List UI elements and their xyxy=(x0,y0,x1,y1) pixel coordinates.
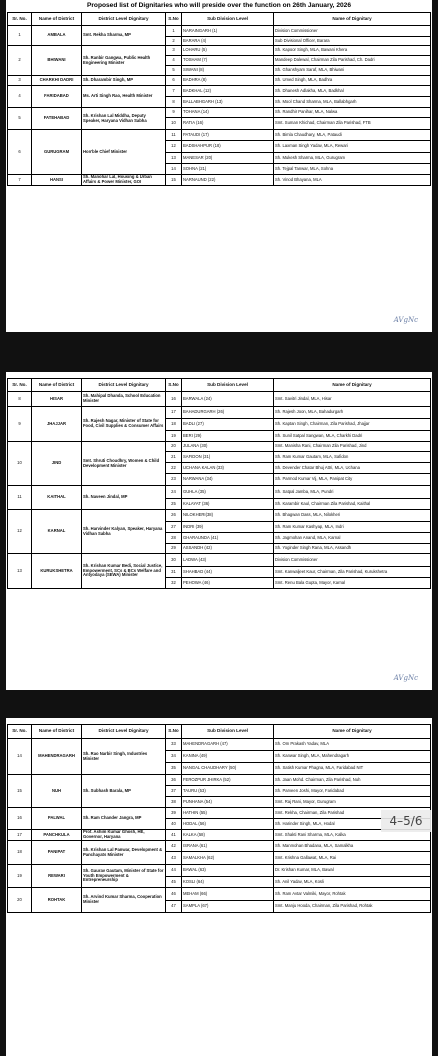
sr-number: 6 xyxy=(8,130,32,175)
sub-division: INDRI (39) xyxy=(182,522,274,533)
table-row xyxy=(8,739,431,751)
sr-number: 7 xyxy=(8,175,32,186)
serial-number: 5 xyxy=(166,66,182,76)
table-row xyxy=(8,86,431,97)
sub-division: PUNHANA (54) xyxy=(182,797,274,808)
district-name: GURUGRAM xyxy=(32,130,82,175)
sub-division: KALKA (58) xyxy=(182,830,274,841)
dignitary-name: Sh. Yoginder Singh Rana, MLA, Assandh xyxy=(274,544,431,554)
sub-division: PATAUDI (17) xyxy=(182,130,274,141)
document-page-3 xyxy=(6,718,432,1056)
sub-division: BADKHAL (12) xyxy=(182,86,274,97)
dignitary-name: Smt. Kanwaljeet Kaur, Chairman, Zila Parishad, Kurukshetra xyxy=(274,567,431,578)
column-header-sr-no: Sr. No. xyxy=(8,13,32,26)
serial-number: 15 xyxy=(166,175,182,186)
serial-number: 16 xyxy=(166,392,182,407)
serial-number: 28 xyxy=(166,533,182,544)
dignitary-name: Sh. Karambir Kaul, Chairman Zila Parishad, Kaithal xyxy=(274,499,431,510)
column-header-sr-no: Sr. No. xyxy=(8,725,32,739)
column-header-dignitary: Name of Dignitary xyxy=(274,379,431,392)
dignitary-name: Smt. Savitri Jindal, MLA, Hisar xyxy=(274,392,431,407)
column-header-dignitary: Name of Dignitary xyxy=(274,725,431,739)
serial-number: 40 xyxy=(166,819,182,830)
district-dignitary: Sh. Rao Narbir Singh, Industries Minister xyxy=(82,739,166,775)
dignitary-name: Sh. Jaan Mohd. Chairman, Zila Parishad, Nuh xyxy=(274,775,431,786)
serial-number: 26 xyxy=(166,510,182,522)
district-name: PANIPAT xyxy=(32,841,82,865)
dignitary-name: Smt. Shakti Rani Sharma, MLA, Kalka xyxy=(274,830,431,841)
serial-number: 45 xyxy=(166,877,182,888)
dignitary-name: Sh. Satish Kumar Phagna, MLA, Faridabad NIT xyxy=(274,763,431,775)
sub-division: TOHANA (14) xyxy=(182,108,274,118)
dignitary-name: Sh. Vinod Bhayana, MLA xyxy=(274,175,431,186)
serial-number: 43 xyxy=(166,852,182,865)
sr-number: 17 xyxy=(8,830,32,841)
serial-number: 39 xyxy=(166,808,182,819)
dignitaries-table xyxy=(7,12,431,186)
serial-number: 29 xyxy=(166,544,182,554)
sub-division: JULANA (30) xyxy=(182,442,274,452)
district-dignitary: Prof. Ashim Kumar Ghosh, HE, Governor, Haryana xyxy=(82,830,166,841)
serial-number: 10 xyxy=(166,118,182,130)
district-dignitary: Sh. Rajesh Nagar, Minister of State for Food, Civil Supplies & Consumer Affairs xyxy=(82,407,166,442)
serial-number: 42 xyxy=(166,841,182,852)
document-page-1 xyxy=(6,0,432,332)
sub-division: NARNAUND (22) xyxy=(182,175,274,186)
district-name: HISAR xyxy=(32,392,82,407)
sub-division: FEROZPUR JHIRKA (52) xyxy=(182,775,274,786)
district-name: PALWAL xyxy=(32,808,82,830)
sub-division: SAFIDON (31) xyxy=(182,452,274,463)
serial-number: 20 xyxy=(166,442,182,452)
serial-number: 44 xyxy=(166,865,182,877)
sub-division: BARWALA (24) xyxy=(182,392,274,407)
sr-number: 20 xyxy=(8,888,32,913)
dignitary-name: Sub Divisional Officer, Barara xyxy=(274,37,431,46)
column-header-district: Name of District xyxy=(32,379,82,392)
column-header-sub-division: Sub Division Level xyxy=(182,379,274,392)
sub-division: TOSHAM (7) xyxy=(182,56,274,66)
district-dignitary: Hon'ble Chief Minister xyxy=(82,130,166,175)
dignitary-name: Sh. Dhanesh Adlakha, MLA, Badkhal xyxy=(274,86,431,97)
table-header-row xyxy=(8,725,431,739)
column-header-s-no: S.No xyxy=(166,379,182,392)
serial-number: 8 xyxy=(166,97,182,108)
district-dignitary: Sh. Naveen Jindal, MP xyxy=(82,486,166,510)
district-name: FARIDABAD xyxy=(32,86,82,108)
sub-division: BARARA (4) xyxy=(182,37,274,46)
sub-division: SOHNA (21) xyxy=(182,164,274,175)
sub-division: NARAINGARH (1) xyxy=(182,26,274,37)
column-header-sub-division: Sub Division Level xyxy=(182,13,274,26)
dignitary-name: Sh. Ghanshyam Saraf, MLA, Bhiwani xyxy=(274,66,431,76)
table-row xyxy=(8,486,431,499)
sub-division: MAHENDRAGARH (47) xyxy=(182,739,274,751)
district-dignitary: Sh. Arvind Kumar Sharma, Cooperation Minister xyxy=(82,888,166,913)
serial-number: 34 xyxy=(166,751,182,763)
sr-number: 11 xyxy=(8,486,32,510)
column-header-district: Name of District xyxy=(32,13,82,26)
dignitary-name: Sh. Sunil Satpal Sangwan, MLA, Charkhi Dadri xyxy=(274,431,431,442)
table-row xyxy=(8,888,431,901)
dignitary-name: Sh. Mukesh Sharma, MLA, Gurugram xyxy=(274,153,431,164)
dignitary-name: Sh. Anil Yadav, MLA, Kosli xyxy=(274,877,431,888)
district-name: JIND xyxy=(32,442,82,486)
district-dignitary: Smt. Shruti Choudhry, Women & Child Development Minister xyxy=(82,442,166,486)
sr-number: 1 xyxy=(8,26,32,46)
district-name: PANCHKULA xyxy=(32,830,82,841)
sub-division: HODAL (56) xyxy=(182,819,274,830)
sub-division: MEHAM (66) xyxy=(182,888,274,901)
district-name: CHARKHI DADRI xyxy=(32,76,82,86)
dignitary-name: Sh. Randhir Panihar, MLA, Nalwa xyxy=(274,108,431,118)
serial-number: 36 xyxy=(166,775,182,786)
dignitary-name: Sh. Ram Kumar Kashyap, MLA, Indri xyxy=(274,522,431,533)
column-header-district-dignitary: District Level Dignitary xyxy=(82,379,166,392)
district-name: FATEHABAD xyxy=(32,108,82,130)
district-name: KAITHAL xyxy=(32,486,82,510)
document-page-2 xyxy=(6,372,432,690)
dignitary-name: Sh. Parmod Kumar Vij, MLA, Panipat City xyxy=(274,474,431,486)
dignitary-name: Sh. Kapoor Singh, MLA, Bawani Khera xyxy=(274,46,431,56)
serial-number: 6 xyxy=(166,76,182,86)
sub-division: SAMALKHA (62) xyxy=(182,852,274,865)
dignitary-name: Smt. Suman Khichad, Chairman Zila Parishad, FTB xyxy=(274,118,431,130)
table-row xyxy=(8,442,431,452)
district-dignitary: Sh. Krishan Lal Panwar, Development & Panchayats Minister xyxy=(82,841,166,865)
dignitary-name: Division Commissioner xyxy=(274,26,431,37)
dignitary-name: Sh. Om Prakash Yadav, MLA xyxy=(274,739,431,751)
serial-number: 3 xyxy=(166,46,182,56)
table-header-row xyxy=(8,13,431,26)
district-dignitary: Sh. Subhash Barala, MP xyxy=(82,775,166,808)
district-name: REWARI xyxy=(32,865,82,888)
serial-number: 37 xyxy=(166,786,182,797)
dignitary-name: Division Commissioner xyxy=(274,554,431,567)
dignitary-name: Smt. Rekha, Chairman, Zila Parishad xyxy=(274,808,431,819)
district-dignitary: Smt. Rekha Sharma, MP xyxy=(82,26,166,46)
dignitary-name: Sh. Parveen Joshi, Mayor, Faridabad xyxy=(274,786,431,797)
sub-division: RATIA (16) xyxy=(182,118,274,130)
serial-number: 33 xyxy=(166,739,182,751)
table-header-row xyxy=(8,379,431,392)
dignitary-name: Sh. Kanwar Singh, MLA, Mahendragarh xyxy=(274,751,431,763)
sub-division: BADLI (27) xyxy=(182,419,274,431)
serial-number: 24 xyxy=(166,486,182,499)
dignitary-name: Sh. Jagmohan Anand, MLA, Karnal xyxy=(274,533,431,544)
sr-number: 14 xyxy=(8,739,32,775)
table-row xyxy=(8,76,431,86)
serial-number: 14 xyxy=(166,164,182,175)
dignitary-name: Sh. Bimla Chaudhary, MLA, Pataudi xyxy=(274,130,431,141)
serial-number: 31 xyxy=(166,567,182,578)
table-row xyxy=(8,830,431,841)
serial-number: 32 xyxy=(166,578,182,589)
sr-number: 4 xyxy=(8,86,32,108)
dignitary-name: Smt. Manju Hooda, Chairman, Zila Parishad, Rohtak xyxy=(274,901,431,913)
dignitary-name: Sh. Rajesh Joon, MLA, Bahadurgarh xyxy=(274,407,431,419)
serial-number: 17 xyxy=(166,407,182,419)
column-header-sub-division: Sub Division Level xyxy=(182,725,274,739)
sub-division: SAMPLA (67) xyxy=(182,901,274,913)
dignitary-name: Dr. Krishan Kumar, MLA, Bawal xyxy=(274,865,431,877)
sub-division: SHAHBAD (44) xyxy=(182,567,274,578)
dignitary-name: Sh. Ram Kumar Gautam, MLA, Safidon xyxy=(274,452,431,463)
sr-number: 2 xyxy=(8,46,32,76)
serial-number: 13 xyxy=(166,153,182,164)
serial-number: 11 xyxy=(166,130,182,141)
serial-number: 23 xyxy=(166,474,182,486)
table-row xyxy=(8,554,431,567)
signature: AVgNc xyxy=(393,674,418,682)
document-title: Proposed list of Dignitaries who will preside over the function on 26th January, 2026 xyxy=(86,2,352,9)
dignitary-name: Sh. Kaptan Singh, Chairman, Zila Parishad, Jhajjar xyxy=(274,419,431,431)
dignitary-name: Smt. Manisha Rani, Chairman Zila Parishad, Jind xyxy=(274,442,431,452)
signature: AVgNc xyxy=(393,316,418,324)
sub-division: ASSANDH (42) xyxy=(182,544,274,554)
serial-number: 35 xyxy=(166,763,182,775)
table-row xyxy=(8,108,431,118)
sub-division: KANINA (49) xyxy=(182,751,274,763)
dignitaries-table xyxy=(7,724,431,913)
sub-division: BAWAL (63) xyxy=(182,865,274,877)
table-row xyxy=(8,841,431,852)
column-header-sr-no: Sr. No. xyxy=(8,379,32,392)
table-row xyxy=(8,130,431,141)
column-header-s-no: S.No xyxy=(166,725,182,739)
serial-number: 30 xyxy=(166,554,182,567)
dignitary-name: Sh. Umed Singh, MLA, Badhra xyxy=(274,76,431,86)
dignitary-name: Smt. Raj Rani, Mayor, Gurugram xyxy=(274,797,431,808)
column-header-district: Name of District xyxy=(32,725,82,739)
dignitary-name: Sh. Bhagwan Dass, MLA, Nilokheri xyxy=(274,510,431,522)
district-name: HANSI xyxy=(32,175,82,186)
column-header-district-dignitary: District Level Dignitary xyxy=(82,13,166,26)
sr-number: 16 xyxy=(8,808,32,830)
sub-division: KALAYAT (36) xyxy=(182,499,274,510)
district-name: KARNAL xyxy=(32,510,82,554)
district-dignitary: Sh. Manohar Lal, Housing & Urban Affairs & Power Minister, GOI xyxy=(82,175,166,186)
dignitary-name: Sh. Laxman Singh Yadav, MLA, Rewari xyxy=(274,141,431,153)
page-indicator: 4–5/6 xyxy=(381,810,431,832)
dignitaries-table xyxy=(7,378,431,589)
dignitary-name: Sh. Harinder Singh, MLA, Hodal xyxy=(274,819,431,830)
table-row xyxy=(8,510,431,522)
sub-division: GHARAUNDA (41) xyxy=(182,533,274,544)
district-name: KURUKSHETRA xyxy=(32,554,82,589)
sub-division: NILOKHERI(38) xyxy=(182,510,274,522)
sub-division: TAURU (53) xyxy=(182,786,274,797)
sub-division: NARWANA (34) xyxy=(182,474,274,486)
district-dignitary: Ms. Arti Singh Rao, Health Minister xyxy=(82,86,166,108)
dignitary-name: Smt. Krishna Gallawat, MLA, Rai xyxy=(274,852,431,865)
table-row xyxy=(8,26,431,37)
serial-number: 46 xyxy=(166,888,182,901)
district-name: AMBALA xyxy=(32,26,82,46)
dignitary-name: Sh. Manmohan Bhadana, MLA, Samalkha xyxy=(274,841,431,852)
serial-number: 41 xyxy=(166,830,182,841)
district-name: BHIWANI xyxy=(32,46,82,76)
dignitary-name: Sh. Mool Chand Sharma, MLA, Ballabhgarh xyxy=(274,97,431,108)
serial-number: 38 xyxy=(166,797,182,808)
serial-number: 2 xyxy=(166,37,182,46)
serial-number: 18 xyxy=(166,419,182,431)
sub-division: KOSLI (64) xyxy=(182,877,274,888)
dignitary-name: Sh. Devender Chatar Bhuj Attri, MLA, Uchana xyxy=(274,463,431,474)
column-header-district-dignitary: District Level Dignitary xyxy=(82,725,166,739)
table-row xyxy=(8,46,431,56)
dignitary-name: Smt. Renu Bala Gupta, Mayor, Karnal xyxy=(274,578,431,589)
dignitary-name: Mandeep Dalewal, Chairman Zila Parishad, Ch. Dadri xyxy=(274,56,431,66)
sub-division: MANESAR (20) xyxy=(182,153,274,164)
serial-number: 25 xyxy=(166,499,182,510)
sr-number: 13 xyxy=(8,554,32,589)
sub-division: UCHANA KALAN (33) xyxy=(182,463,274,474)
sub-division: GUHLA (35) xyxy=(182,486,274,499)
serial-number: 27 xyxy=(166,522,182,533)
serial-number: 9 xyxy=(166,108,182,118)
sr-number: 15 xyxy=(8,775,32,808)
district-dignitary: Sh. Harvinder Kalyan, Speaker, Haryana Vidhan Sabha xyxy=(82,510,166,554)
sr-number: 10 xyxy=(8,442,32,486)
serial-number: 47 xyxy=(166,901,182,913)
serial-number: 12 xyxy=(166,141,182,153)
district-name: ROHTAK xyxy=(32,888,82,913)
serial-number: 7 xyxy=(166,86,182,97)
sr-number: 8 xyxy=(8,392,32,407)
sub-division: BALLABHGARH (13) xyxy=(182,97,274,108)
serial-number: 19 xyxy=(166,431,182,442)
table-row xyxy=(8,407,431,419)
sr-number: 12 xyxy=(8,510,32,554)
district-dignitary: Sh. Krishan Kumar Bedi, Social Justice, Empowerment, SCs & BCs Welfare and Antyodaya (SEWA) Minister xyxy=(82,554,166,589)
sub-division: BADHRA (8) xyxy=(182,76,274,86)
column-header-s-no: S.No xyxy=(166,13,182,26)
sub-division: BADSHAHPUR (18) xyxy=(182,141,274,153)
serial-number: 1 xyxy=(166,26,182,37)
district-dignitary: Sh. Mahipal Dhanda, School Education Minister xyxy=(82,392,166,407)
serial-number: 22 xyxy=(166,463,182,474)
dignitary-name: Sh. Ram Avtar Valmiki, Mayor, Rohtak xyxy=(274,888,431,901)
sr-number: 19 xyxy=(8,865,32,888)
district-dignitary: Sh. Dharambir Singh, MP xyxy=(82,76,166,86)
dignitary-name: Sh. Tejpal Tanwar, MLA, Sohna xyxy=(274,164,431,175)
sub-division: ISRANA (61) xyxy=(182,841,274,852)
table-row xyxy=(8,775,431,786)
sr-number: 9 xyxy=(8,407,32,442)
serial-number: 4 xyxy=(166,56,182,66)
sub-division: HATHIN (55) xyxy=(182,808,274,819)
sub-division: PEHOWA (46) xyxy=(182,578,274,589)
sub-division: LADWA (43) xyxy=(182,554,274,567)
sr-number: 5 xyxy=(8,108,32,130)
district-dignitary: Sh. Gaurav Gautam, Minister of State for Youth Empowerment & Entrepreneurship xyxy=(82,865,166,888)
serial-number: 21 xyxy=(166,452,182,463)
district-dignitary: Sh. Ranbir Gangwa, Public Health Engineering Minister xyxy=(82,46,166,76)
district-name: JHAJJAR xyxy=(32,407,82,442)
district-dignitary: Sh. Krishan Lal Middha, Deputy Speaker, Haryana Vidhan Sabha xyxy=(82,108,166,130)
table-row xyxy=(8,808,431,819)
sub-division: BERI (29) xyxy=(182,431,274,442)
sub-division: NANGAL CHAUDHARY (50) xyxy=(182,763,274,775)
sub-division: SIWANI (8) xyxy=(182,66,274,76)
district-name: NUH xyxy=(32,775,82,808)
table-row xyxy=(8,865,431,877)
sub-division: BAHADURGARH (26) xyxy=(182,407,274,419)
sub-division: LOHARU (5) xyxy=(182,46,274,56)
district-dignitary: Sh. Ram Chander Jangra, MP xyxy=(82,808,166,830)
district-name: MAHENDRAGARH xyxy=(32,739,82,775)
column-header-dignitary: Name of Dignitary xyxy=(274,13,431,26)
dignitary-name: Sh. Satpal Jamba, MLA, Pundri xyxy=(274,486,431,499)
sr-number: 3 xyxy=(8,76,32,86)
table-row xyxy=(8,175,431,186)
table-row xyxy=(8,392,431,407)
sr-number: 18 xyxy=(8,841,32,865)
